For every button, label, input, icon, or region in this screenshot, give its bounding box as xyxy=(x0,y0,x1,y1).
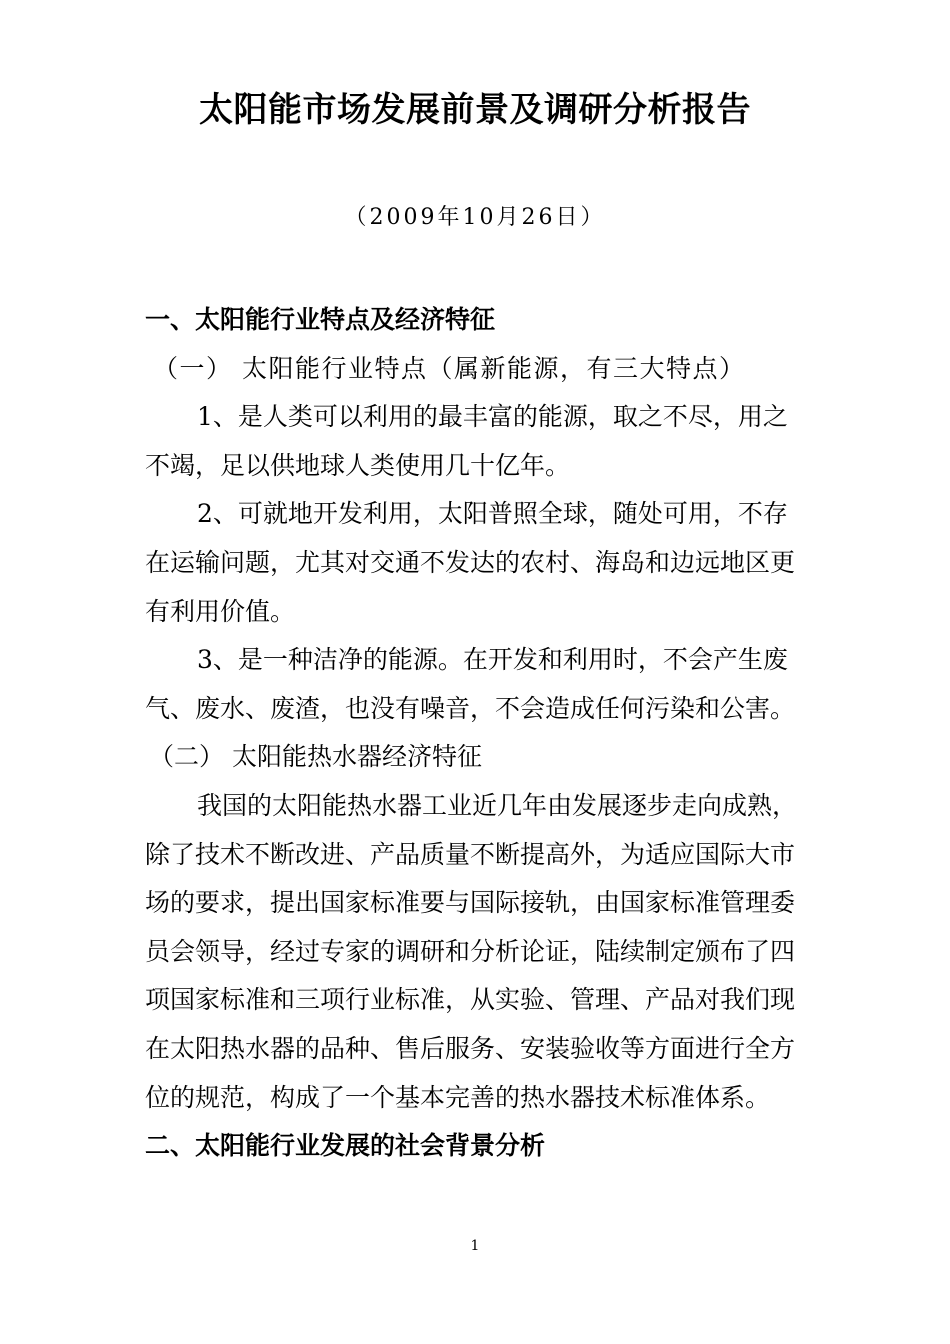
paragraph-line: 1、是人类可以利用的最丰富的能源，取之不尽，用之 xyxy=(197,402,788,432)
section-heading-2: 二、太阳能行业发展的社会背景分析 xyxy=(145,1131,546,1161)
paragraph-line: 员会领导，经过专家的调研和分析论证，陆续制定颁布了四 xyxy=(145,936,796,966)
paragraph-line: 不竭，足以供地球人类使用几十亿年。 xyxy=(145,450,571,480)
paragraph-line: 除了技术不断改进、产品质量不断提高外，为适应国际大市 xyxy=(145,839,796,869)
paragraph-line: 有利用价值。 xyxy=(145,596,296,626)
subsection-heading-1: （一） 太阳能行业特点（属新能源，有三大特点） xyxy=(153,353,746,383)
paragraph-line: 我国的太阳能热水器工业近几年由发展逐步走向成熟， xyxy=(197,790,798,820)
paragraph-line: 气、废水、废渣，也没有噪音，不会造成任何污染和公害。 xyxy=(145,693,796,723)
page-number: 1 xyxy=(470,1238,480,1254)
document-date: （2009年10月26日） xyxy=(344,205,606,230)
section-heading-1: 一、太阳能行业特点及经济特征 xyxy=(145,305,496,334)
paragraph-line: 2、可就地开发利用，太阳普照全球，随处可用，不存 xyxy=(197,499,788,529)
document-title: 太阳能市场发展前景及调研分析报告 xyxy=(199,90,751,130)
paragraph-line: 3、是一种洁净的能源。在开发和利用时，不会产生废 xyxy=(197,645,788,675)
paragraph-line: 位的规范，构成了一个基本完善的热水器技术标准体系。 xyxy=(145,1082,771,1112)
subsection-heading-2: （二） 太阳能热水器经济特征 xyxy=(149,742,482,772)
paragraph-line: 项国家标准和三项行业标准，从实验、管理、产品对我们现 xyxy=(145,985,796,1015)
document-body xyxy=(145,296,810,1171)
paragraph-line: 在运输问题，尤其对交通不发达的农村、海岛和边远地区更 xyxy=(145,547,796,577)
paragraph-line: 在太阳热水器的品种、售后服务、安装验收等方面进行全方 xyxy=(145,1033,796,1063)
paragraph-line: 场的要求，提出国家标准要与国际接轨，由国家标准管理委 xyxy=(145,888,796,918)
